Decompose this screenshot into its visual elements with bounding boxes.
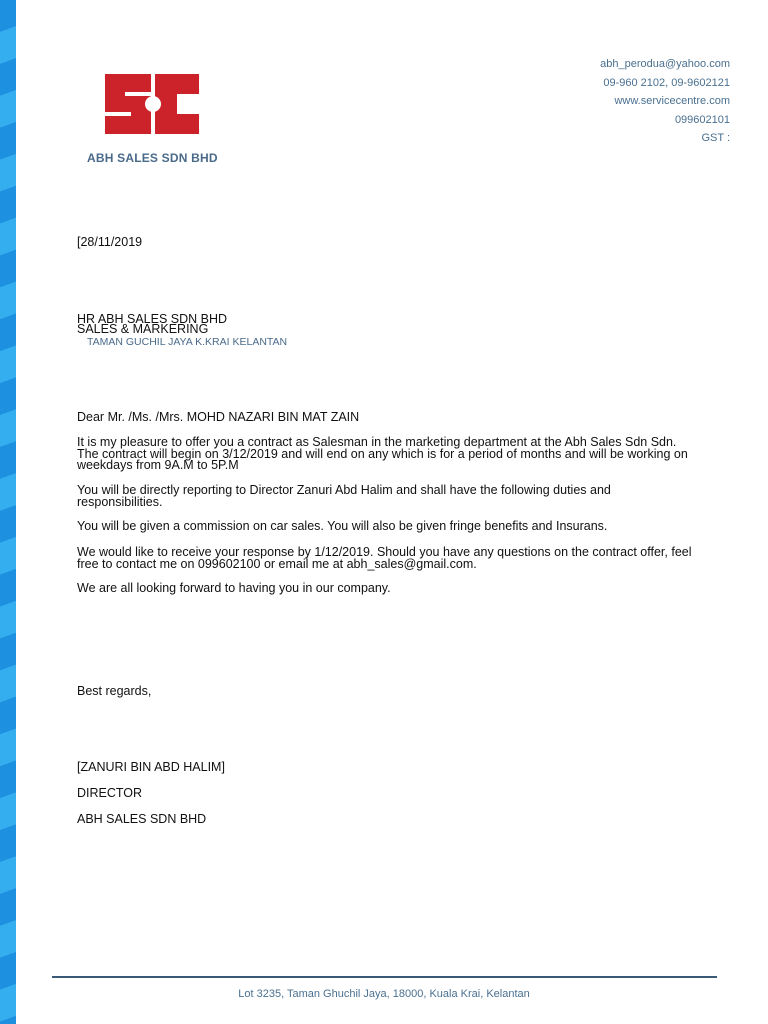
signer-company: ABH SALES SDN BHD bbox=[77, 812, 207, 826]
contact-block bbox=[600, 55, 730, 148]
recipient-line-2: SALES & MARKERING bbox=[77, 322, 209, 336]
letter-date: [28/11/2019 bbox=[77, 235, 143, 249]
closing: Best regards, bbox=[77, 684, 152, 698]
company-name: ABH SALES SDN BHD bbox=[87, 151, 218, 165]
contact-website[interactable]: www.servicecentre.com bbox=[614, 95, 730, 107]
salutation: Dear Mr. /Ms. /Mrs. MOHD NAZARI BIN MAT ZAIN bbox=[77, 410, 360, 424]
signer-title: DIRECTOR bbox=[77, 786, 143, 800]
contact-gst: GST : bbox=[701, 132, 730, 144]
paragraph-response: We would like to receive your response by 1/12/2019. Should you have any questions on the contract offer, feel free to contact me on 099602100 or email me at abh_sales@gmail.com. bbox=[77, 545, 692, 571]
recipient-address: TAMAN GUCHIL JAYA K.KRAI KELANTAN bbox=[87, 336, 288, 348]
paragraph-reporting: You will be directly reporting to Director Zanuri Abd Halim and shall have the following duties and responsibilities. bbox=[77, 483, 611, 509]
company-logo bbox=[103, 70, 201, 138]
footer-address: Lot 3235, Taman Ghuchil Jaya, 18000, Kuala Krai, Kelantan bbox=[238, 988, 530, 1000]
footer-divider bbox=[52, 976, 717, 978]
contact-phones: 09-960 2102, 09-9602121 bbox=[603, 76, 730, 89]
paragraph-closing-remark: We are all looking forward to having you in our company. bbox=[77, 581, 391, 595]
contact-number: 099602101 bbox=[674, 113, 730, 126]
paragraph-offer: It is my pleasure to offer you a contract as Salesman in the marketing department at the Abh Sales Sdn Sdn. The contract will begin on 3/12/2019 and will end on any which is for a period of months and will be working on weekdays from 9A.M to 5P.M bbox=[77, 435, 688, 472]
decorative-side-stripe bbox=[0, 0, 16, 1024]
signer-name: [ZANURI BIN ABD HALIM] bbox=[77, 760, 225, 774]
recipient-line-1: HR ABH SALES SDN BHD bbox=[77, 312, 228, 326]
paragraph-commission: You will be given a commission on car sales. You will also be given fringe benefits and Insurans. bbox=[77, 519, 608, 533]
contact-email[interactable]: abh_perodua@yahoo.com bbox=[600, 58, 730, 70]
